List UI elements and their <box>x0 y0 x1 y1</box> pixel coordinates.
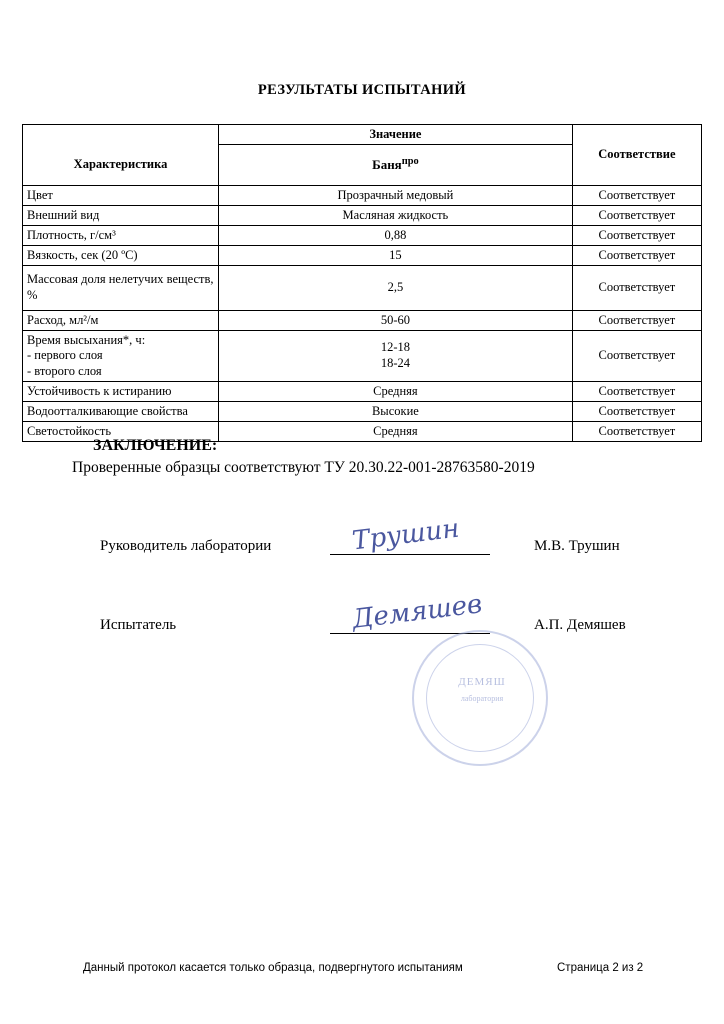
official-stamp <box>412 630 548 766</box>
stamp-core-text: ДЕМЯШ <box>458 676 506 688</box>
row-characteristic <box>23 265 219 310</box>
page-title: РЕЗУЛЬТАТЫ ИСПЫТАНИЙ <box>257 82 467 98</box>
header-characteristic: Характеристика <box>23 145 219 186</box>
handwritten-signature-2: Демяшев <box>350 589 484 635</box>
footer-page-number: Страница 2 из 2 <box>557 962 644 974</box>
row-characteristic: Устойчивость к истиранию <box>23 382 219 402</box>
row-characteristic: Вязкость, сек (20 ºС) <box>23 245 219 265</box>
row-characteristic-line1: Время высыхания*, ч: <box>27 332 146 347</box>
row-conformity: Соответствует <box>572 205 701 225</box>
table-row <box>23 330 702 382</box>
row-characteristic-line3: - второго слоя <box>27 363 102 378</box>
row-characteristic <box>23 330 219 382</box>
row-value: Средняя <box>219 422 573 442</box>
row-characteristic: Расход, мл²/м <box>23 310 219 330</box>
row-characteristic: Внешний вид <box>23 205 219 225</box>
row-value: 0,88 <box>219 225 573 245</box>
row-characteristic-line2: % <box>27 287 38 302</box>
stamp-sub-text: лаборатория <box>460 694 504 703</box>
header-conformity: Соответствие <box>572 125 701 186</box>
row-conformity: Соответствует <box>572 185 701 205</box>
row-characteristic: Светостойкость <box>23 422 219 442</box>
product-name: Баня <box>372 157 402 173</box>
conclusion-title: ЗАКЛЮЧЕНИЕ: <box>93 437 218 454</box>
row-value: Прозрачный медовый <box>219 185 573 205</box>
row-value: 2,5 <box>219 265 573 310</box>
row-value: Высокие <box>219 402 573 422</box>
conclusion-text: Проверенные образцы соответствуют ТУ 20.30.22-001-28763580-2019 <box>72 459 535 476</box>
row-characteristic: Водоотталкивающие свойства <box>23 402 219 422</box>
row-value: Масляная жидкость <box>219 205 573 225</box>
table-row <box>23 310 702 330</box>
table-row <box>23 185 702 205</box>
table-row <box>23 245 702 265</box>
table-row <box>23 265 702 310</box>
row-value-line1: 12-18 <box>380 340 410 355</box>
header-product <box>219 145 573 186</box>
header-characteristic-top <box>23 125 219 145</box>
header-value: Значение <box>219 125 573 145</box>
row-conformity: Соответствует <box>572 225 701 245</box>
row-conformity: Соответствует <box>572 382 701 402</box>
row-conformity: Соответствует <box>572 330 701 382</box>
row-conformity: Соответствует <box>572 265 701 310</box>
row-conformity: Соответствует <box>572 245 701 265</box>
row-characteristic-line2: - первого слоя <box>27 348 103 363</box>
signature-role-tester: Испытатель <box>100 617 177 633</box>
table-row <box>23 205 702 225</box>
table-row <box>23 382 702 402</box>
row-conformity: Соответствует <box>572 422 701 442</box>
table-header-row-1 <box>23 125 702 145</box>
product-name-sup: про <box>401 156 419 168</box>
row-characteristic: Цвет <box>23 185 219 205</box>
row-characteristic-line1: Массовая доля нелетучих веществ, <box>27 271 214 286</box>
row-value <box>219 330 573 382</box>
row-value: Средняя <box>219 382 573 402</box>
footer-note: Данный протокол касается только образца, подвергнутого испытаниям <box>83 962 463 974</box>
signature-role-lab-head: Руководитель лаборатории <box>100 538 272 554</box>
row-characteristic: Плотность, г/см³ <box>23 225 219 245</box>
row-value: 15 <box>219 245 573 265</box>
row-conformity: Соответствует <box>572 402 701 422</box>
table-row <box>23 225 702 245</box>
table-row <box>23 402 702 422</box>
row-value: 50-60 <box>219 310 573 330</box>
row-value-line2: 18-24 <box>380 355 410 370</box>
signature-name-lab-head: М.В. Трушин <box>534 538 620 554</box>
handwritten-signature-1: Трушин <box>350 513 462 557</box>
results-table <box>22 124 702 442</box>
row-conformity: Соответствует <box>572 310 701 330</box>
signature-name-tester: А.П. Демяшев <box>534 617 626 633</box>
